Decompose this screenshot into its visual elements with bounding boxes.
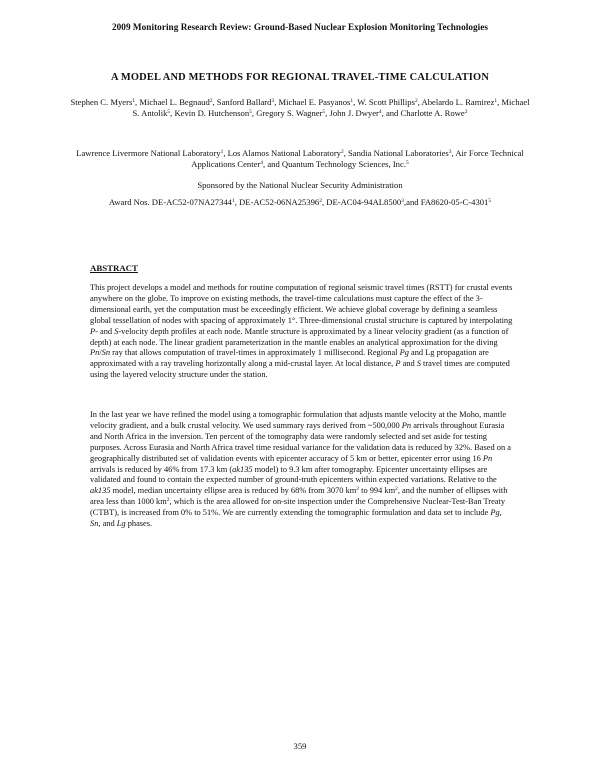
award-separator: , — [234, 197, 240, 207]
text-run: ray that allows computation of travel-times in approximately 1 millisecond. Regional — [110, 348, 400, 358]
author-name: Gregory S. Wagner — [256, 108, 323, 119]
author-separator: , — [497, 97, 502, 107]
author-affiliation-number: 4 — [378, 109, 382, 116]
italic-term: ak135 — [90, 486, 111, 496]
author-name: Abelardo L. Ramirez — [421, 97, 495, 107]
text-run: , which is the area allowed for on-site inspection under the Comprehensive Nuclear-Test-Ban Treaty (CTBT), is increased from 0% to 51%. We are currently extending the tomographic formulation and data set to include — [90, 497, 506, 518]
affiliation-list — [70, 148, 530, 171]
text-run: -velocity depth profiles at each node. Mantle structure is approximated by a linear velocity gradient (as a function of depth) at each node. The linear gradient parameterization in the mantle enables an analytical approximation for the diving — [90, 326, 509, 347]
italic-term: Sn — [101, 348, 111, 358]
author-separator: , — [170, 108, 175, 119]
author-affiliation-number: 1 — [350, 98, 354, 104]
text-run: , — [499, 508, 502, 518]
author-separator: , — [135, 97, 140, 107]
affiliation-separator: , and — [263, 159, 282, 170]
superscript: 2 — [356, 486, 360, 493]
author-list — [70, 97, 530, 120]
author-separator: , and — [381, 108, 401, 119]
italic-term: Pg — [490, 508, 500, 518]
affiliation-name: Air Force Technical Applications Center — [191, 148, 524, 170]
sponsor-line: Sponsored by the National Nuclear Security Administration — [197, 180, 403, 190]
text-run: and — [400, 359, 417, 369]
author-separator: , — [212, 97, 217, 107]
author-affiliation-number: 5 — [249, 109, 252, 116]
award-separator: , — [321, 197, 327, 207]
text-run: travel times are computed using the layered velocity structure under the station. — [90, 359, 510, 380]
author-separator: , — [325, 108, 330, 119]
award-number: DE-AC04-94AL8500 — [326, 197, 402, 207]
italic-term: Pg — [399, 348, 409, 358]
text-run: This project develops a model and methods for routine computation of regional seismic travel times (RSTT) for crustal events anywhere on the globe. To improve on existing methods, the travel-time calculations must capture the effect of the 3-dimensional earth, yet the computation must be exceedingly efficient. We achieve global coverage by defining a seamless global tessellation of nodes with spacing of approximately 1°. Three-dimensional crustal structure is captured by interpolating — [90, 283, 513, 325]
affiliation-name: Los Alamos National Laboratory — [227, 148, 341, 158]
text-run: arrivals throughout Eurasia and North Africa in the inversion. Ten percent of the tomography data were randomly selected and set aside for testing purposes. Across Eurasia and North Africa travel time residual variance for the validation data is reduced by 32%. Based on a geographically distributed set of validation events with epicenter accuracy of 5 km or better, epicenter error using 16 — [90, 420, 511, 463]
author-name: Charlotte A. Rowe — [400, 108, 465, 119]
superscript: 2 — [166, 497, 170, 504]
text-run: model) to 9.3 km after tomography. Epicenter uncertainty ellipses are validated and found to contain the expected number of ground-truth epicenters within expected variations. Relative to the — [90, 464, 497, 485]
author-affiliation-number: 1 — [494, 98, 498, 104]
italic-term: ak135 — [232, 464, 253, 474]
author-name: Michael E. Pasyanos — [278, 97, 351, 107]
affiliation-number: 3 — [448, 149, 452, 155]
award-number: DE-AC52-07NA27344 — [151, 197, 232, 207]
abstract-paragraph-2 — [90, 410, 514, 530]
author-affiliation-number: 2 — [464, 109, 468, 116]
text-run: - and — [95, 326, 115, 336]
author-name: W. Scott Phillips — [357, 97, 415, 107]
award-affiliation-number: 2 — [319, 198, 322, 204]
affiliation-separator: , — [343, 148, 349, 158]
award-numbers — [80, 197, 520, 208]
award-number: FA8620-05-C-4301 — [420, 197, 489, 207]
affiliation-separator: , — [223, 148, 228, 158]
italic-term: S — [114, 326, 119, 336]
author-name: Sanford Ballard — [216, 97, 272, 107]
italic-term: Pn — [90, 348, 100, 358]
affiliation-number: 4 — [260, 160, 264, 167]
text-run: phases. — [125, 519, 153, 529]
italic-term: Pn — [482, 453, 493, 463]
abstract-paragraph-1 — [90, 283, 514, 381]
affiliation-name: Lawrence Livermore National Laboratory — [76, 148, 221, 158]
award-prefix: and — [406, 197, 421, 207]
italic-term: S — [416, 359, 421, 369]
text-run: / — [99, 348, 102, 358]
text-run: arrivals is reduced by 46% from 17.3 km ( — [90, 464, 233, 474]
affiliation-number: 1 — [220, 149, 224, 155]
abstract-heading: ABSTRACT — [90, 263, 138, 273]
affiliation-number: 2 — [340, 149, 344, 155]
text-run: and Lg propagation are approximated with a ray traveling horizontally along a mid-crustal layer. At local distance, — [90, 348, 489, 369]
author-separator: , — [251, 108, 257, 119]
author-affiliation-number: 3 — [271, 98, 275, 104]
italic-term: Sn — [90, 519, 99, 529]
award-affiliation-number: 5 — [488, 198, 492, 204]
author-name: Michael S. Antolik — [132, 97, 530, 119]
author-name: Kevin D. Hutchenson — [174, 108, 250, 119]
author-affiliation-number: 1 — [132, 98, 136, 104]
affiliation-name: Sandia National Laboratories — [348, 148, 449, 158]
text-run: model, median uncertainty ellipse area is reduced by 68% from 3070 km — [110, 486, 357, 496]
text-run: , and — [98, 519, 117, 529]
award-affiliation-number: 1 — [231, 198, 235, 204]
author-affiliation-number: 2 — [209, 98, 213, 104]
author-separator: , — [417, 97, 422, 107]
italic-term: Lg — [116, 519, 126, 529]
author-separator: , — [353, 97, 358, 107]
author-affiliation-number: 5 — [322, 109, 326, 116]
award-separator: , — [403, 197, 407, 207]
author-affiliation-number: 5 — [167, 109, 171, 116]
page-number: 359 — [293, 741, 307, 751]
italic-term: Pn — [401, 420, 412, 430]
affiliation-name: Quantum Technology Sciences, Inc. — [281, 159, 406, 170]
superscript: 2 — [395, 486, 398, 493]
running-header: 2009 Monitoring Research Review: Ground-Based Nuclear Explosion Monitoring Technologies — [112, 22, 488, 32]
italic-term: P — [395, 359, 401, 369]
author-name: Stephen C. Myers — [70, 97, 133, 107]
affiliation-separator: , — [451, 148, 456, 158]
author-name: Michael L. Begnaud — [139, 97, 210, 107]
italic-term: P — [90, 326, 96, 336]
author-affiliation-number: 2 — [414, 98, 418, 104]
author-separator: , — [274, 97, 279, 107]
text-run: In the last year we have refined the model using a tomographic formulation that adjusts mantle velocity at the Moho, mantle velocity gradient, and a bulk crustal velocity. We used summary rays derived from ~500,000 — [90, 410, 507, 430]
award-number: DE-AC52-06NA25396 — [239, 197, 320, 207]
text-run: to 994 km — [359, 486, 396, 496]
award-prefix: Award Nos. — [108, 197, 152, 207]
award-affiliation-number: 3 — [401, 198, 404, 204]
affiliation-number: 5 — [405, 160, 409, 167]
text-run: , and the number of ellipses with area less than 1000 km — [90, 486, 508, 507]
author-name: John J. Dwyer — [329, 108, 379, 119]
paper-title: A MODEL AND METHODS FOR REGIONAL TRAVEL-TIME CALCULATION — [110, 72, 490, 83]
